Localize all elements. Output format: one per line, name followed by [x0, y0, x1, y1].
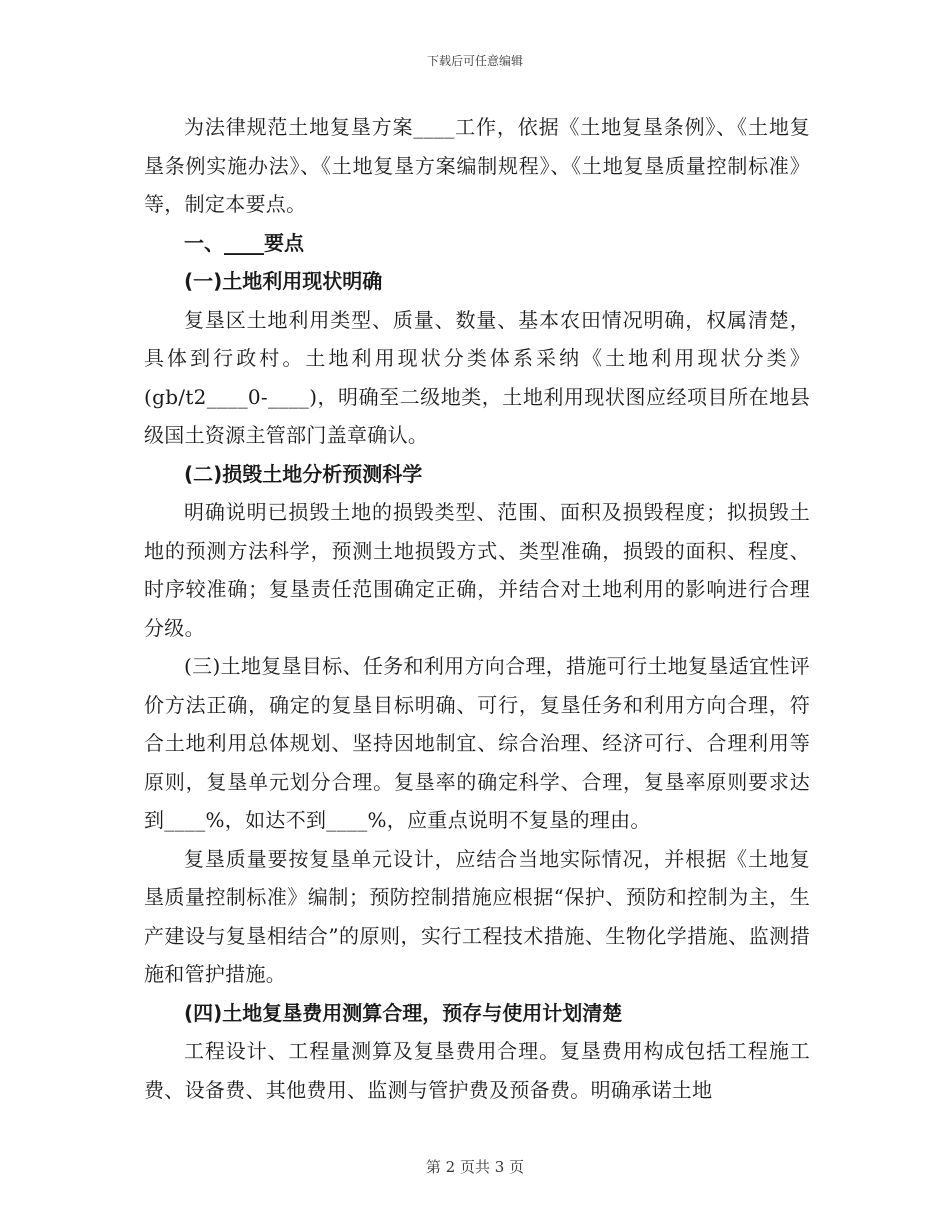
page-header: 下载后可任意编辑: [426, 54, 523, 68]
body-paragraph: 明确说明已损毁土地的损毁类型、范围、面积及损毁程度；拟损毁土地的预测方法科学，预测土地损毁方式、类型准确，损毁的面积、程度、时序较准确；复垦责任范围确定正确，并结合对土地利用的影响进行合理分级。: [144, 500, 810, 640]
document-body: [144, 108, 810, 1109]
subsection-heading: (一)土地利用现状明确: [184, 269, 383, 293]
section-heading: 一、____要点: [184, 230, 304, 255]
body-paragraph: 复垦区土地利用类型、质量、数量、基本农田情况明确，权属清楚，具体到行政村。土地利用现状分类体系采纳《土地利用现状分类》(gb/t2____0-____)，明确至二级地类，土地利用现状图应经项目所在地县级国土资源主管部门盖章确认。: [144, 307, 810, 447]
body-paragraph: 复垦质量要按复垦单元设计，应结合当地实际情况，并根据《土地复垦质量控制标准》编制；预防控制措施应根据“保护、预防和控制为主，生产建设与复垦相结合”的原则，实行工程技术措施、生物化学措施、监测措施和管护措施。: [144, 846, 810, 986]
page-footer: 第 2 页共 3 页: [425, 1158, 525, 1176]
subsection-heading: (二)损毁土地分析预测科学: [184, 461, 423, 486]
intro-paragraph: 为法律规范土地复垦方案____工作，依据《土地复垦条例》、《土地复垦条例实施办法》、《土地复垦方案编制规程》、《土地复垦质量控制标准》等，制定本要点。: [144, 115, 810, 216]
body-paragraph: 工程设计、工程量测算及复垦费用合理。复垦费用构成包括工程施工费、设备费、其他费用、监测与管护费及预备费。明确承诺土地: [144, 1039, 810, 1102]
subsection-heading: (四)土地复垦费用测算合理，预存与使用计划清楚: [184, 1000, 623, 1025]
body-paragraph: (三)土地复垦目标、任务和利用方向合理，措施可行土地复垦适宜性评价方法正确，确定的复垦目标明确、可行，复垦任务和利用方向合理，符合土地利用总体规划、坚持因地制宜、综合治理、经济可行、合理利用等原则，复垦单元划分合理。复垦率的确定科学、合理，复垦率原则要求达到____%，如达不到____%，应重点说明不复垦的理由。: [144, 654, 810, 832]
